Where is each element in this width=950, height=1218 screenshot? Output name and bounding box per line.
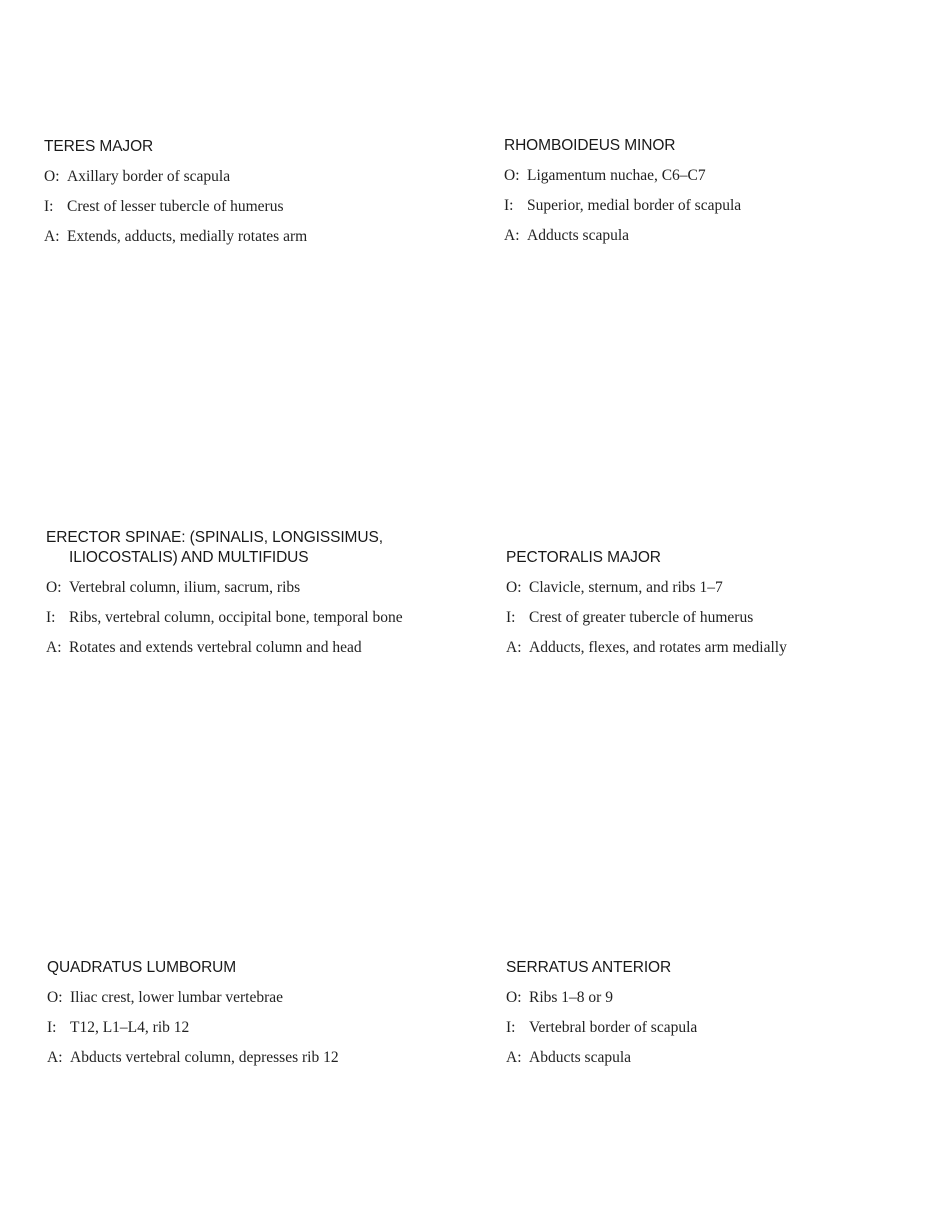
muscle-title: TERES MAJOR [44, 138, 154, 155]
origin-label: O: [46, 579, 62, 596]
action-row [44, 227, 444, 247]
origin-text: Ribs 1–8 or 9 [529, 989, 613, 1006]
action-label: A: [47, 1049, 63, 1066]
action-text: Extends, adducts, medially rotates arm [67, 228, 308, 245]
origin-text: Axillary border of scapula [67, 168, 231, 185]
action-text: Rotates and extends vertebral column and head [69, 639, 362, 656]
origin-row [44, 167, 444, 187]
action-label: A: [46, 639, 62, 656]
muscle-card-quadratus-lumborum [47, 958, 447, 1078]
action-row [506, 638, 906, 658]
insertion-label: I: [506, 1019, 516, 1036]
action-row [504, 226, 904, 246]
muscle-card-pectoralis-major [506, 548, 906, 668]
origin-text: Clavicle, sternum, and ribs 1–7 [529, 579, 723, 596]
insertion-label: I: [46, 609, 56, 626]
muscle-card-erector-spinae [46, 528, 446, 668]
action-label: A: [506, 639, 522, 656]
origin-row [47, 988, 447, 1008]
action-label: A: [504, 227, 520, 244]
action-row [47, 1048, 447, 1068]
origin-text: Vertebral column, ilium, sacrum, ribs [69, 579, 301, 596]
origin-label: O: [504, 167, 520, 184]
action-label: A: [44, 228, 60, 245]
origin-text: Ligamentum nuchae, C6–C7 [527, 167, 706, 184]
action-text: Adducts scapula [527, 227, 630, 244]
muscle-card-teres-major [44, 137, 444, 257]
origin-row [506, 988, 906, 1008]
insertion-row [504, 196, 904, 216]
origin-label: O: [44, 168, 60, 185]
insertion-label: I: [47, 1019, 57, 1036]
insertion-row [47, 1018, 447, 1038]
muscle-card-serratus-anterior [506, 958, 906, 1078]
muscle-title: ERECTOR SPINAE: (SPINALIS, LONGISSIMUS, ILIOCOSTALIS) AND MULTIFIDUS [46, 529, 383, 566]
insertion-row [506, 1018, 906, 1038]
insertion-text: Superior, medial border of scapula [527, 197, 742, 214]
origin-label: O: [47, 989, 63, 1006]
insertion-row [506, 608, 906, 628]
action-row [506, 1048, 906, 1068]
action-label: A: [506, 1049, 522, 1066]
insertion-text: Crest of lesser tubercle of humerus [67, 198, 284, 215]
insertion-label: I: [506, 609, 516, 626]
insertion-row [44, 197, 444, 217]
muscle-title: PECTORALIS MAJOR [506, 549, 661, 566]
insertion-text: T12, L1–L4, rib 12 [70, 1019, 190, 1036]
action-text: Abducts scapula [529, 1049, 632, 1066]
action-text: Adducts, flexes, and rotates arm medially [529, 639, 787, 656]
insertion-row [46, 608, 446, 628]
origin-text: Iliac crest, lower lumbar vertebrae [70, 989, 284, 1006]
insertion-label: I: [504, 197, 514, 214]
origin-row [46, 578, 446, 598]
insertion-text: Vertebral border of scapula [529, 1019, 698, 1036]
insertion-label: I: [44, 198, 54, 215]
origin-label: O: [506, 989, 522, 1006]
origin-row [506, 578, 906, 598]
muscle-card-rhomboideus-minor [504, 136, 904, 256]
insertion-text: Crest of greater tubercle of humerus [529, 609, 754, 626]
origin-row [504, 166, 904, 186]
muscle-title: QUADRATUS LUMBORUM [47, 959, 237, 976]
muscle-title: RHOMBOIDEUS MINOR [504, 137, 676, 154]
muscle-title: SERRATUS ANTERIOR [506, 959, 672, 976]
origin-label: O: [506, 579, 522, 596]
insertion-text: Ribs, vertebral column, occipital bone, temporal bone [69, 609, 403, 626]
action-text: Abducts vertebral column, depresses rib 12 [70, 1049, 339, 1066]
action-row [46, 638, 446, 658]
